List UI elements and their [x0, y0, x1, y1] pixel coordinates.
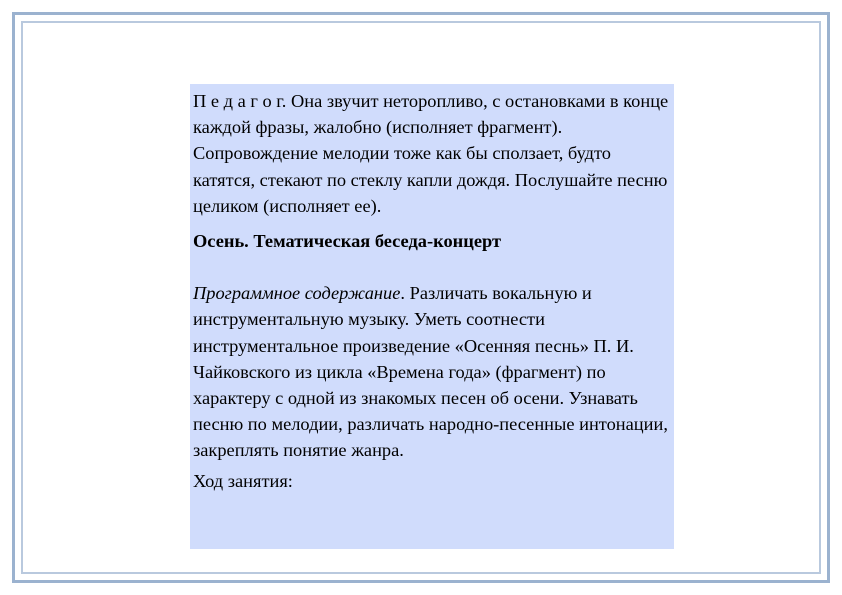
lesson-progress-label: Ход занятия: [193, 470, 293, 491]
program-paragraph [193, 280, 671, 463]
text-block [190, 84, 674, 549]
program-text: . Различать вокальную и инструментальную музыку. Уметь соотнести инструментальное произведение «Осенняя песнь» П. И. Чайковского из цикла «Времена года» (фрагмент) по характеру с одной из знакомых песен об осени. Узнавать песню по мелодии, различать народно-песенные интонации, закреплять понятие жанра. [193, 283, 668, 461]
section-heading: Осень. Тематическая беседа-концерт [193, 231, 502, 252]
intro-paragraph: П е д а г о г. Она звучит неторопливо, с остановками в конце каждой фразы, жалобно (исполняет фрагмент). Сопровождение мелодии тоже как бы сползает, будто катятся, стекают по стеклу капли дождя. Послушайте песню целиком (исполняет ее). [193, 91, 669, 216]
program-term: Программное содержание [193, 283, 401, 304]
